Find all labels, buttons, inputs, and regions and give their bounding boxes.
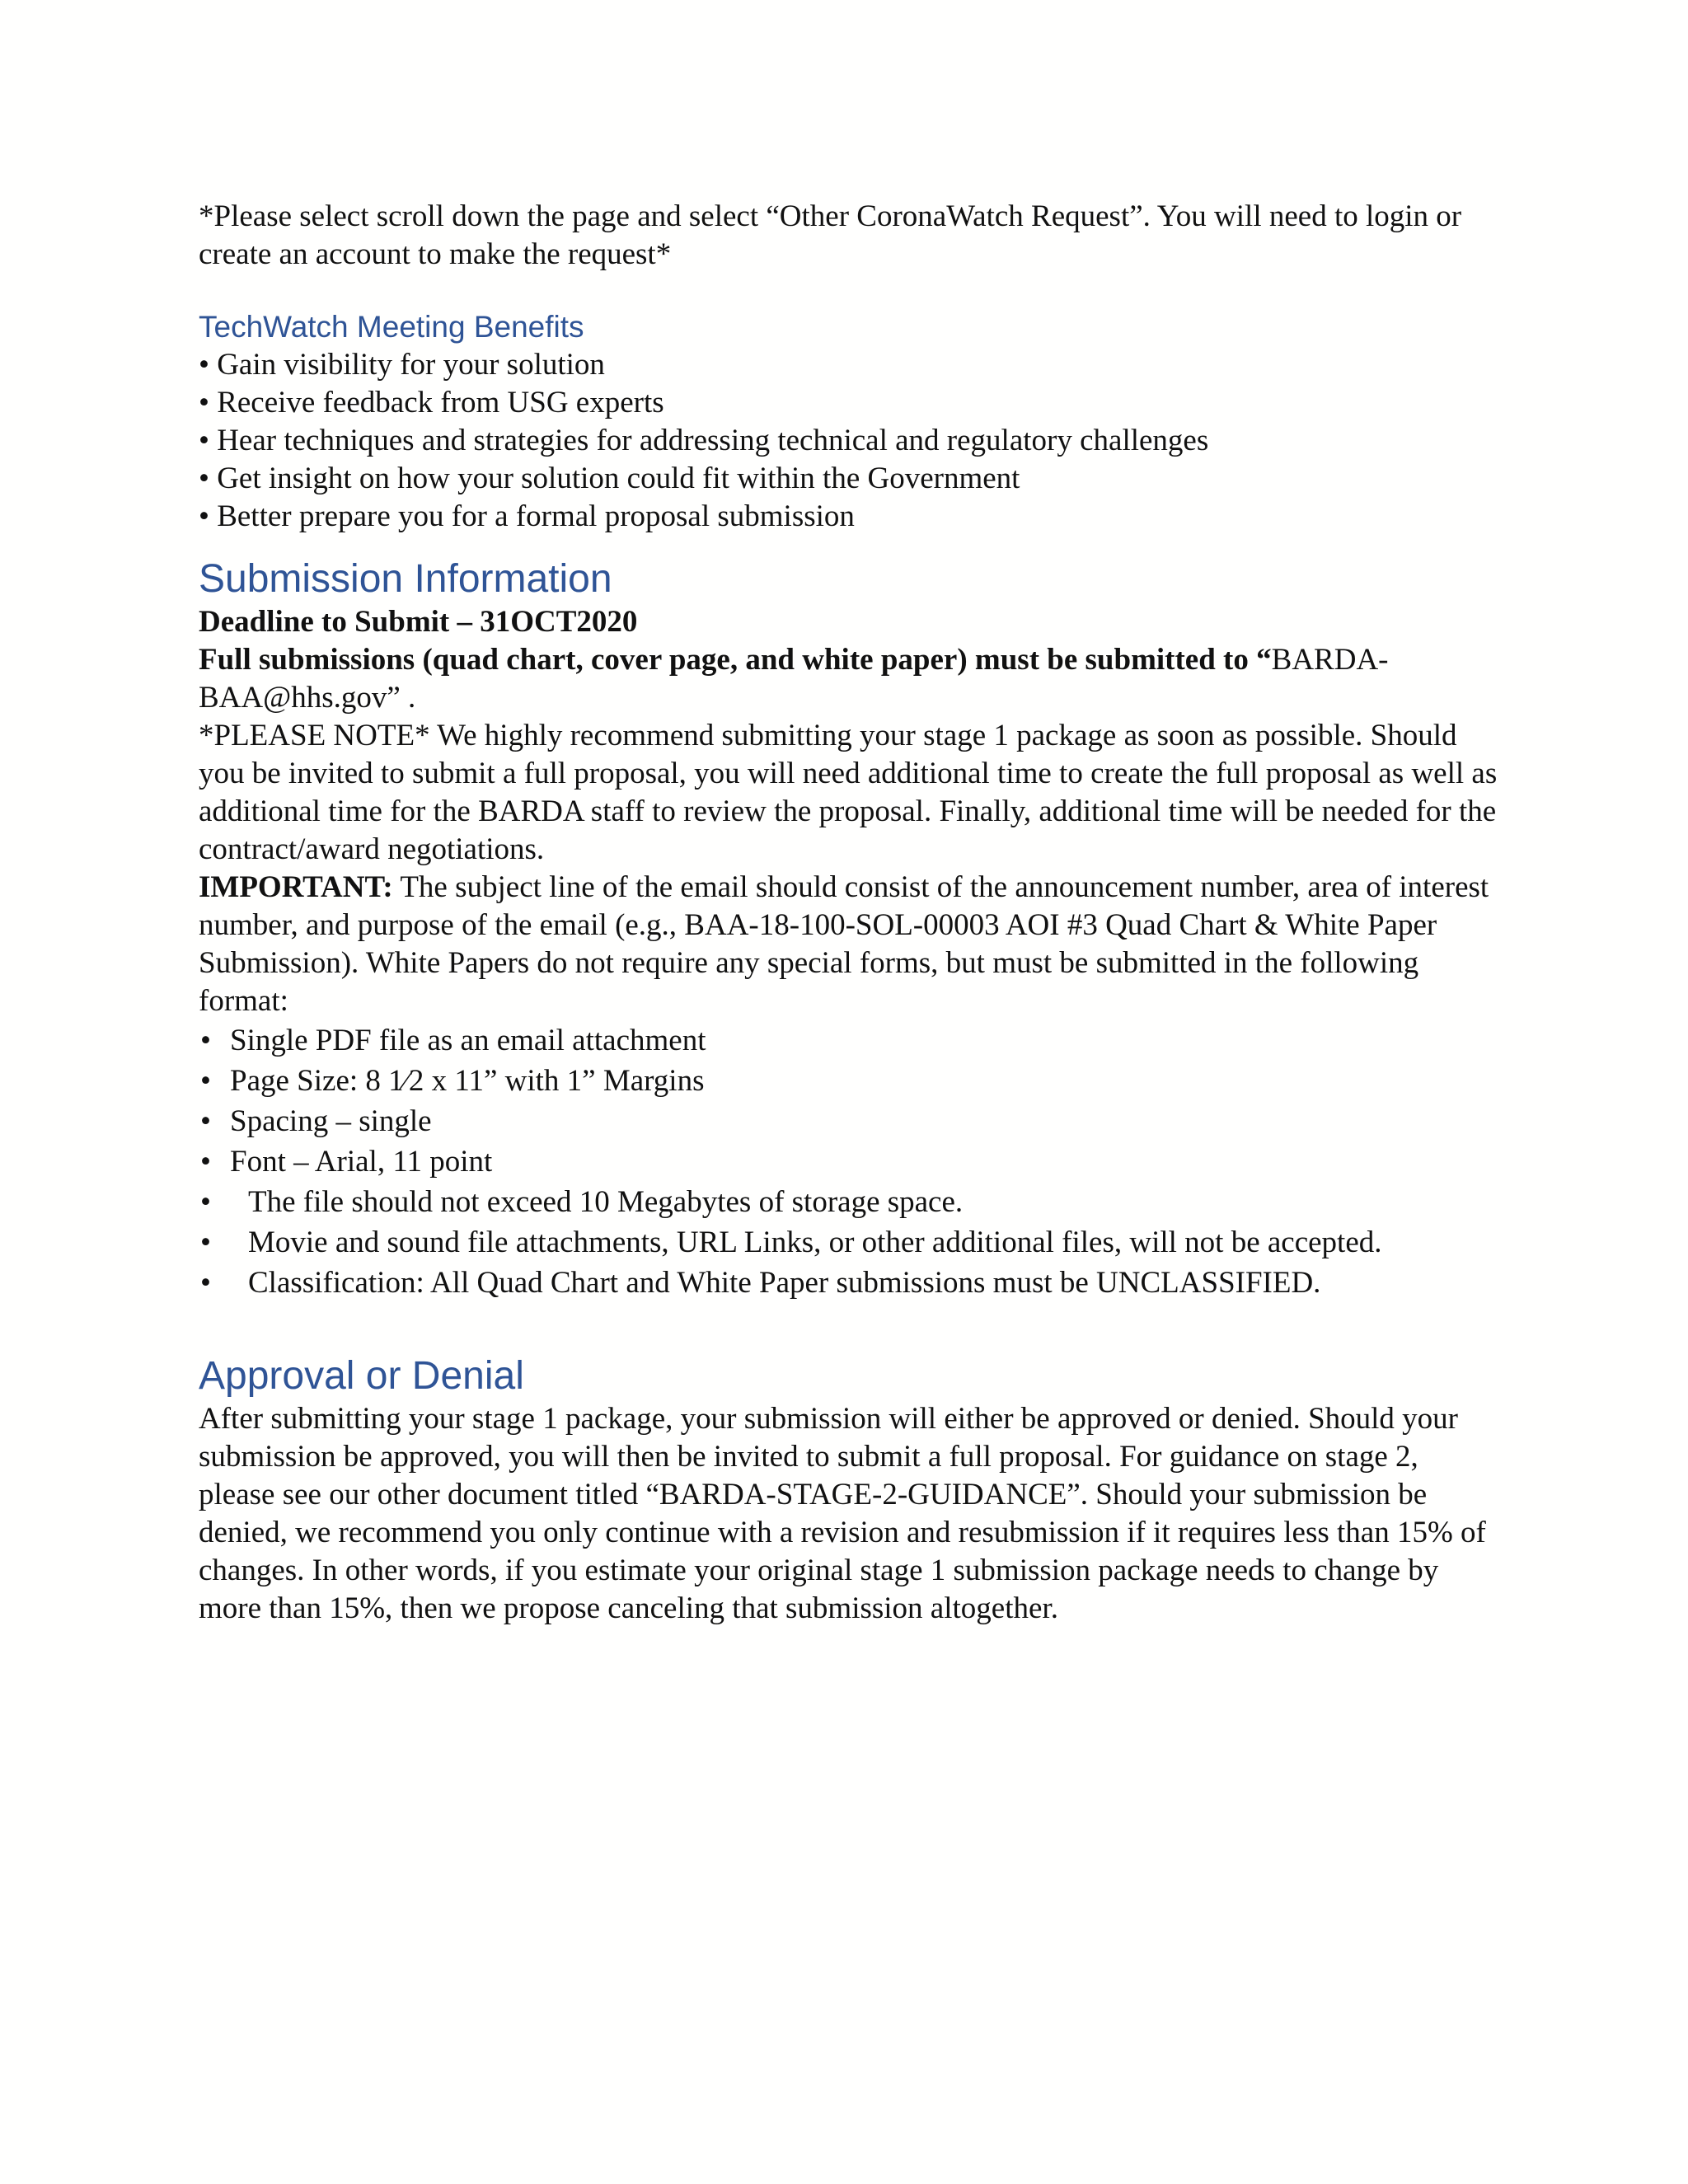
benefits-heading: TechWatch Meeting Benefits: [199, 310, 584, 344]
important-text: [199, 869, 1501, 1020]
benefit-item: • Hear techniques and strategies for addressing technical and regulatory challenges: [199, 424, 1209, 457]
format-item: • Single PDF file as an email attachment: [199, 1020, 1501, 1061]
format-item: • Movie and sound file attachments, URL Links, or other additional files, will not be accepted.: [199, 1222, 1501, 1263]
benefit-item: • Get insight on how your solution could fit within the Government: [199, 462, 1020, 495]
important-label: IMPORTANT:: [199, 870, 393, 904]
format-item: • The file should not exceed 10 Megabytes of storage space.: [199, 1182, 1501, 1222]
important-body: The subject line of the email should consist of the announcement number, area of interest number, and purpose of the email (e.g., BAA-18-100-SOL-00003 AOI #3 Quad Chart & White Paper Submission). White Papers do not require any special forms, but must be submitted in the following format:: [199, 870, 1489, 1018]
deadline-text: Deadline to Submit – 31OCT2020: [199, 605, 638, 639]
benefit-item: • Receive feedback from USG experts: [199, 386, 664, 419]
format-item: • Spacing – single: [199, 1101, 1501, 1141]
format-item: • Font – Arial, 11 point: [199, 1141, 1501, 1182]
please-note-text: *PLEASE NOTE* We highly recommend submitting your stage 1 package as soon as possible. Should you be invited to submit a full proposal, you will need additional time to create the full proposal as well as additional time for the BARDA staff to review the proposal. Finally, additional time will be needed for the contract/award negotiations.: [199, 719, 1498, 866]
approval-text: After submitting your stage 1 package, your submission will either be approved or denied. Should your submission be approved, you will then be invited to submit a full proposal. For guidance on stage 2, please see our other document titled “BARDA-STAGE-2-GUIDANCE”. Should your submission be denied, we recommend you only continue with a revision and resubmission if it requires less than 15% of changes. In other words, if you estimate your original stage 1 submission package needs to change by more than 15%, then we propose canceling that submission altogether.: [199, 1402, 1486, 1625]
format-list: [199, 1020, 1501, 1303]
benefit-item: • Gain visibility for your solution: [199, 348, 605, 382]
full-submission-bold: Full submissions (quad chart, cover page, and white paper) must be submitted to “: [199, 643, 1272, 677]
submission-email: BARDA-BAA@hhs.gov” .: [199, 643, 1389, 715]
document-content: [199, 198, 1501, 1628]
format-item: • Page Size: 8 1⁄2 x 11” with 1” Margins: [199, 1061, 1501, 1101]
intro-note: *Please select scroll down the page and select “Other CoronaWatch Request”. You will need to login or create an account to make the request*: [199, 199, 1462, 271]
benefits-list: [199, 346, 1501, 536]
format-item: • Classification: All Quad Chart and White Paper submissions must be UNCLASSIFIED.: [199, 1263, 1501, 1303]
submission-heading: Submission Information: [199, 557, 612, 601]
approval-heading: Approval or Denial: [199, 1354, 524, 1398]
full-submission-text: [199, 641, 1501, 717]
benefit-item: • Better prepare you for a formal proposal submission: [199, 499, 855, 533]
